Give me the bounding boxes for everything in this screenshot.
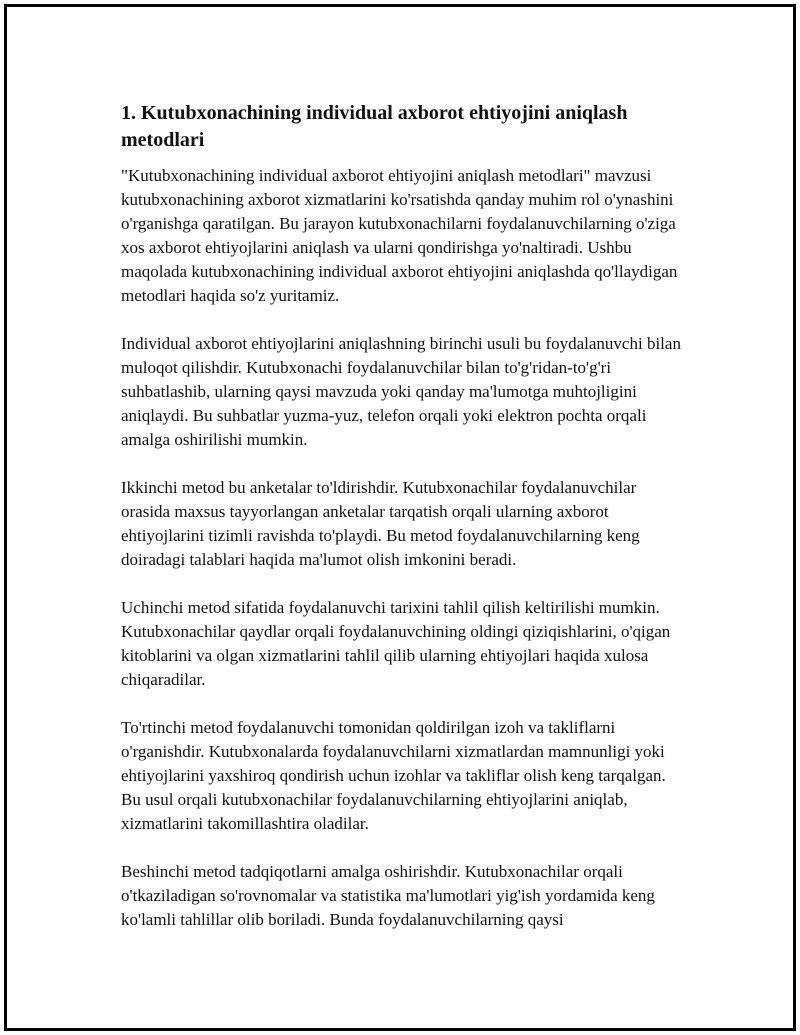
- page-frame: [4, 4, 796, 1031]
- paragraph-method-3: Uchinchi metod sifatida foydalanuvchi tarixini tahlil qilish keltirilishi mumkin. Kutubxonachilar qaydlar orqali foydalanuvchining oldingi qiziqishlarini, o'qigan kitoblarini va olgan xizmatlarini tahlil qilib ularning ehtiyojlari haqida xulosa chiqaradilar.: [121, 598, 671, 689]
- paragraph-method-5: Beshinchi metod tadqiqotlarni amalga oshirishdir. Kutubxonachilar orqali o'tkaziladigan so'rovnomalar va statistika ma'lumotlari yig'ish yordamida keng ko'lamli tahlillar olib boriladi. Bunda foydalanuvchilarning qaysi: [121, 862, 655, 929]
- section-heading: 1. Kutubxonachining individual axborot ehtiyojini aniqlash metodlari: [121, 102, 628, 151]
- paragraph-method-4: To'rtinchi metod foydalanuvchi tomonidan qoldirilgan izoh va takliflarni o'rganishdir. Kutubxonalarda foydalanuvchilarni xizmatlardan mamnunligi yoki ehtiyojlarini yaxshiroq qondirish uchun izohlar va takliflar olish keng tarqalgan. Bu usul orqali kutubxonachilar foydalanuvchilarning ehtiyojlarini aniqlab, xizmatlarini takomillashtira oladilar.: [121, 718, 666, 833]
- document-body: [121, 100, 689, 956]
- paragraph-intro: "Kutubxonachining individual axborot ehtiyojini aniqlash metodlari" mavzusi kutubxonachining axborot xizmatlarini ko'rsatishda qanday muhim rol o'ynashini o'rganishga qaratilgan. Bu jarayon kutubxonachilarni foydalanuvchilarning o'ziga xos axborot ehtiyojlarini aniqlash va ularni qondirishga yo'naltiradi. Ushbu maqolada kutubxonachining individual axborot ehtiyojini aniqlashda qo'llaydigan metodlari haqida so'z yuritamiz.: [121, 166, 678, 305]
- paragraph-method-1: Individual axborot ehtiyojlarini aniqlashning birinchi usuli bu foydalanuvchi bilan muloqot qilishdir. Kutubxonachi foydalanuvchilar bilan to'g'ridan-to'g'ri suhbatlashib, ularning qaysi mavzuda yoki qanday ma'lumotga muhtojligini aniqlaydi. Bu suhbatlar yuzma-yuz, telefon orqali yoki elektron pochta orqali amalga oshirilishi mumkin.: [121, 334, 681, 449]
- paragraph-method-2: Ikkinchi metod bu anketalar to'ldirishdir. Kutubxonachilar foydalanuvchilar orasida maxsus tayyorlangan anketalar tarqatish orqali ularning axborot ehtiyojlarini tizimli ravishda to'playdi. Bu metod foydalanuvchilarning keng doiradagi talablari haqida ma'lumot olish imkonini beradi.: [121, 478, 640, 569]
